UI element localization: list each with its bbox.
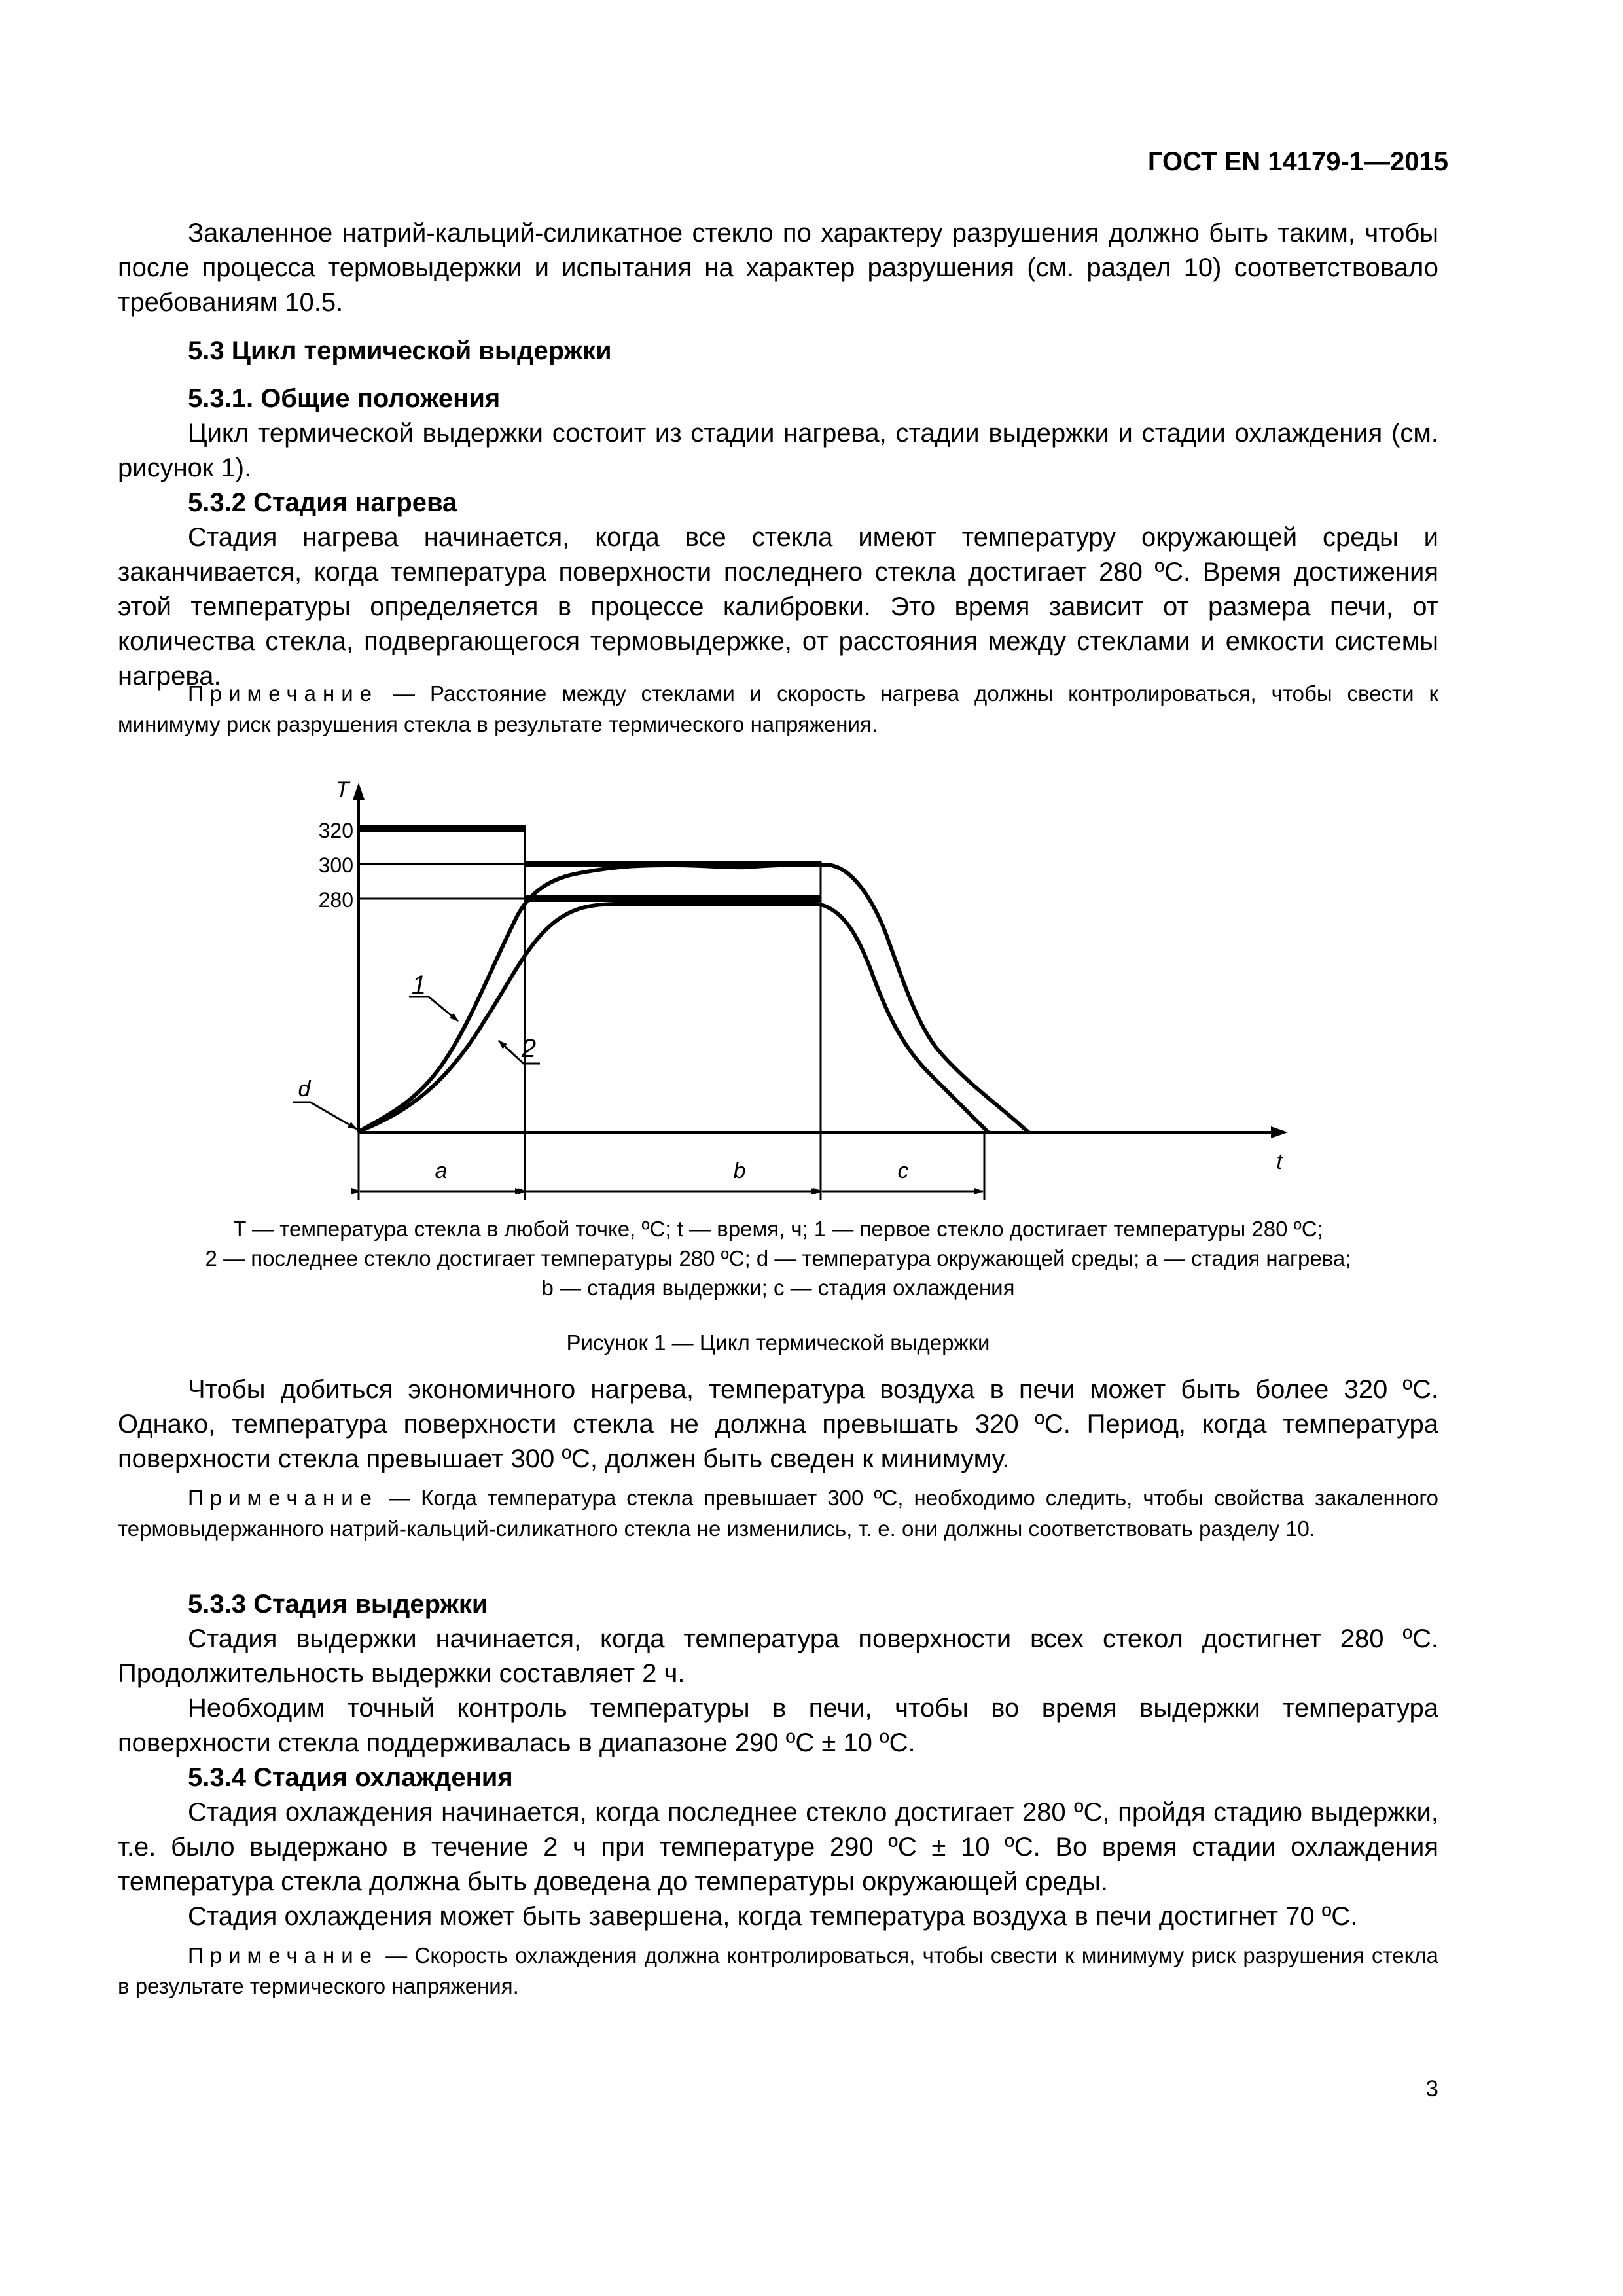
- note-text: — Скорость охлаждения должна контролироваться, чтобы свести к минимуму риск разрушения стекла в результате термического напряжения.: [118, 1943, 1438, 1998]
- legend-line: T — температура стекла в любой точке, ºС; t — время, ч; 1 — первое стекло достигает температуры 280 ºС;: [233, 1217, 1323, 1241]
- paragraph-5-3-3-b: Необходим точный контроль температуры в печи, чтобы во время выдержки температура поверхности стекла поддерживалась в диапазоне 290 ºС ± 10 ºС.: [118, 1694, 1438, 1757]
- figure-legend: [118, 1214, 1438, 1302]
- paragraph-5-3-3-a: Стадия выдержки начинается, когда температура поверхности всех стекол достигнет 280 ºС. Продолжительность выдержки составляет 2 ч.: [118, 1624, 1438, 1688]
- section-heading-5-3-3: 5.3.3 Стадия выдержки: [188, 1590, 488, 1619]
- stage-a-label: a: [435, 1158, 448, 1183]
- x-axis: [359, 1126, 1288, 1138]
- paragraph-5-3-2: Стадия нагрева начинается, когда все стекла имеют температуру окружающей среды и заканчивается, когда температура поверхности последнего стекла достигает 280 ºС. Время достижения этой температуры определяется в процессе калибровки. Это время зависит от размера печи, от количества стекла, подвергающегося термовыдержке, от расстояния между стеклами и емкости системы нагрева.: [118, 523, 1438, 691]
- curve-2-label: 2: [521, 1034, 537, 1063]
- paragraph-5-3-4-b: Стадия охлаждения может быть завершена, когда температура воздуха в печи достигнет 70 ºС.: [188, 1902, 1358, 1931]
- stage-b-label: b: [733, 1158, 746, 1183]
- note-text: — Расстояние между стеклами и скорость нагрева должны контролироваться, чтобы свести к минимуму риск разрушения стекла в результате термического напряжения.: [118, 681, 1438, 736]
- paragraph-5-3-1: Цикл термической выдержки состоит из стадии нагрева, стадии выдержки и стадии охлаждения (см. рисунок 1).: [118, 419, 1438, 482]
- x-axis-label: t: [1276, 1149, 1283, 1174]
- section-heading-5-3-2: 5.3.2 Стадия нагрева: [188, 488, 457, 517]
- y-tick-300: 300: [318, 853, 353, 877]
- legend-line: 2 — последнее стекло достигает температуры 280 ºС; d — температура окружающей среды; a — стадия нагрева;: [205, 1246, 1351, 1270]
- section-heading-5-3: 5.3 Цикл термической выдержки: [188, 336, 612, 365]
- y-tick-280: 280: [318, 888, 353, 912]
- curve-1-label: 1: [411, 971, 427, 999]
- y-tick-320: 320: [318, 819, 353, 842]
- section-heading-5-3-1: 5.3.1. Общие положения: [188, 384, 501, 413]
- intro-paragraph: Закаленное натрий-кальций-силикатное стекло по характеру разрушения должно быть таким, чтобы после процесса термовыдержки и испытания на характер разрушения (см. раздел 10) соответствовало требованиям 10.5.: [118, 219, 1438, 317]
- paragraph-after-figure: Чтобы добиться экономичного нагрева, температура воздуха в печи может быть более 320 ºС. Однако, температура поверхности стекла не должна превышать 320 ºС. Период, когда температура поверхности стекла превышает 300 ºС, должен быть сведен к минимуму.: [118, 1375, 1438, 1473]
- stage-c-label: c: [897, 1158, 909, 1183]
- figure-thermal-cycle: [0, 766, 1623, 1224]
- note-cooling: [118, 1940, 1438, 2001]
- section-heading-5-3-4: 5.3.4 Стадия охлаждения: [188, 1763, 513, 1792]
- limit-320-bar: [359, 825, 525, 832]
- y-axis: [353, 783, 365, 1132]
- note-above-300: [118, 1482, 1438, 1544]
- note-label: Примечание: [188, 1943, 379, 1967]
- note-label: Примечание: [188, 681, 379, 706]
- y-axis-label: T: [335, 778, 349, 802]
- note-label: Примечание: [188, 1486, 379, 1510]
- paragraph-5-3-4-a: Стадия охлаждения начинается, когда последнее стекло достигает 280 ºС, пройдя стадию выдержки, т.е. было выдержано в течение 2 ч при температуре 290 ºС ± 10 ºС. Во время стадии охлаждения температура стекла должна быть доведена до температуры окружающей среды.: [118, 1798, 1438, 1896]
- page-number: 3: [1425, 2076, 1438, 2102]
- figure-caption: Рисунок 1 — Цикл термической выдержки: [566, 1331, 990, 1355]
- limit-280-bar: [525, 895, 821, 902]
- note-text: — Когда температура стекла превышает 300 ºС, необходимо следить, чтобы свойства закаленного термовыдержанного натрий-кальций-силикатного стекла не изменились, т. е. они должны соответствовать разделу 10.: [118, 1486, 1438, 1541]
- ambient-label: d: [298, 1077, 311, 1102]
- legend-line: b — стадия выдержки; c — стадия охлаждения: [541, 1276, 1015, 1300]
- note-heating: [118, 678, 1438, 740]
- standard-id-header: ГОСТ EN 14179-1—2015: [1147, 147, 1448, 176]
